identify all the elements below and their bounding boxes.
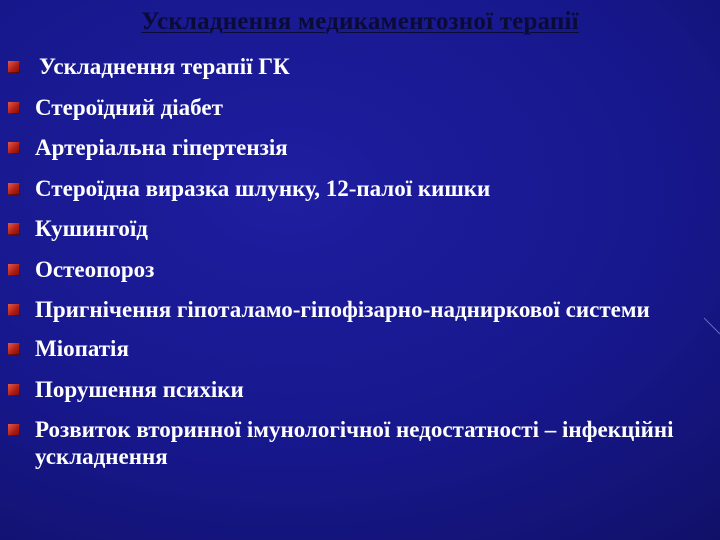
list-item: [0, 416, 690, 470]
red-square-bullet-icon: [8, 61, 20, 73]
list-item-text: Стероїдний діабет: [35, 94, 223, 120]
list-item: [0, 335, 690, 362]
red-square-bullet-icon: [8, 223, 20, 235]
list-item-text: Ускладнення терапії ГК: [39, 54, 290, 79]
list-item: [0, 134, 690, 161]
bullet-list: [0, 53, 690, 482]
list-item-text: Стероїдна виразка шлунку, 12-палої кишки: [35, 175, 491, 201]
red-square-bullet-icon: [8, 343, 20, 355]
list-item: [0, 296, 690, 323]
list-item-text: Міопатія: [35, 336, 129, 361]
list-item: [0, 376, 690, 403]
list-item: [0, 53, 690, 80]
red-square-bullet-icon: [8, 102, 20, 114]
red-square-bullet-icon: [8, 424, 20, 436]
red-square-bullet-icon: [8, 264, 20, 276]
list-item-text: Артеріальна гіпертензія: [35, 135, 288, 160]
slide-title: Ускладнення медикаментозної терапії: [141, 8, 579, 35]
list-item-text: Порушення психіки: [35, 376, 244, 402]
red-square-bullet-icon: [8, 183, 20, 195]
list-item: [0, 256, 690, 283]
list-item: [0, 175, 690, 202]
red-square-bullet-icon: [8, 384, 20, 396]
list-item-text: Розвиток вторинної імунологічної недостатності – інфекційні ускладнення: [35, 417, 674, 469]
list-item: [0, 94, 690, 121]
list-item-text: Остеопороз: [35, 256, 155, 282]
list-item-text: Пригнічення гіпоталамо-гіпофізарно-надниркової системи: [35, 297, 650, 322]
list-item-text: Кушингоїд: [35, 216, 148, 241]
red-square-bullet-icon: [8, 304, 20, 316]
red-square-bullet-icon: [8, 142, 20, 154]
list-item: [0, 215, 690, 242]
